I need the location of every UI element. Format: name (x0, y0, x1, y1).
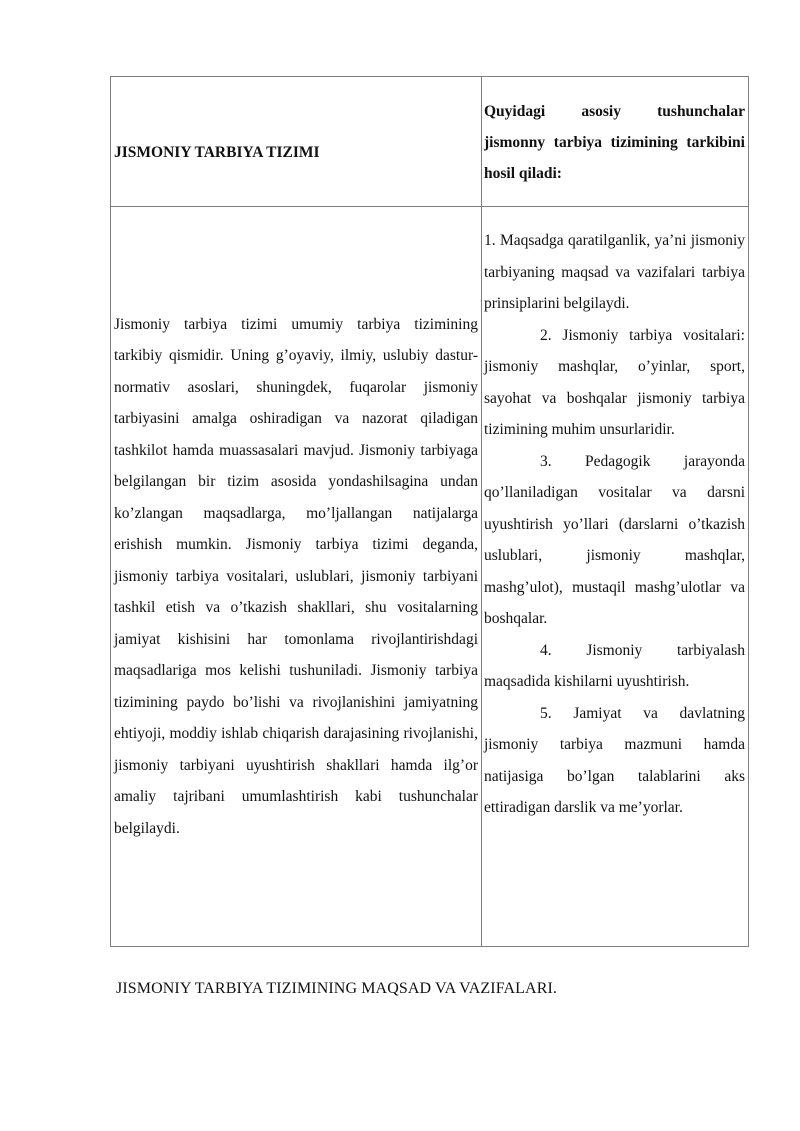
list-item: 3. Pedagogik jarayonda qo’llaniladigan vositalar va darsni uyushtirish yo’llari (darslarni o’tkazish uslublari, jismoniy mashqlar, mashg’ulot), mustaqil mashg’ulotlar va boshqalar. (484, 452, 745, 627)
list-item: 4. Jismoniy tarbiyalash maqsadida kishilarni uyushtirish. (484, 641, 745, 690)
header-cell-title: JISMONIY TARBIYA TIZIMI (111, 77, 482, 207)
list-item: 5. Jamiyat va davlatning jismoniy tarbiya mazmuni hamda natijasiga bo’lgan talablarini aks ettiradigan darslik va me’yorlar. (484, 704, 745, 816)
body-cell-description: Jismoniy tarbiya tizimi umumiy tarbiya tizimining tarkibiy qismidir. Uning g’oyaviy, ilmiy, uslubiy dastur-normativ asoslari, shuningdek, fuqarolar jismoniy tarbiyasini amalga oshiradigan va nazorat qiladigan tashkilot hamda muassasalari mavjud. Jismoniy tarbiyaga belgilangan bir tizim asosida yondashilsagina undan ko’zlangan maqsadlarga, mo’ljallangan natijalarga erishish mumkin. Jismoniy tarbiya tizimi deganda, jismoniy tarbiya vositalari, uslublari, jismoniy tarbiyani tashkil etish va o’tkazish shakllari, shu vositalarning jamiyat kishisini har tomonlama rivojlantirishdagi maqsadlariga mos kelishi tushuniladi. Jismoniy tarbiya tizimining paydo bo’lishi va rivojlanishini jamiyatning ehtiyoji, moddiy ishlab chiqarish darajasining rivojlanishi, jismoniy tarbiyani uyushtirish shakllari hamda ilg’or amaliy tajribani umumlashtirish kabi tushunchalar belgilaydi. (111, 207, 482, 947)
content-table (110, 76, 749, 947)
table-header-row (111, 77, 749, 207)
section-heading: JISMONIY TARBIYA TIZIMINING MAQSAD VA VAZIFALARI. (116, 980, 557, 997)
list-item: 1. Maqsadga qaratilganlik, ya’ni jismoniy tarbiyaning maqsad va vazifalari tarbiya prinsiplarini belgilaydi. (484, 232, 745, 312)
body-cell-list (482, 207, 749, 947)
list-item: 2. Jismoniy tarbiya vositalari: jismoniy mashqlar, o’yinlar, sport, sayohat va boshqalar jismoniy tarbiya tizimining muhim unsurlaridir. (484, 326, 745, 438)
table-body-row (111, 207, 749, 947)
header-cell-intro: Quyidagi asosiy tushunchalar jismonny tarbiya tizimining tarkibini hosil qiladi: (482, 77, 749, 207)
